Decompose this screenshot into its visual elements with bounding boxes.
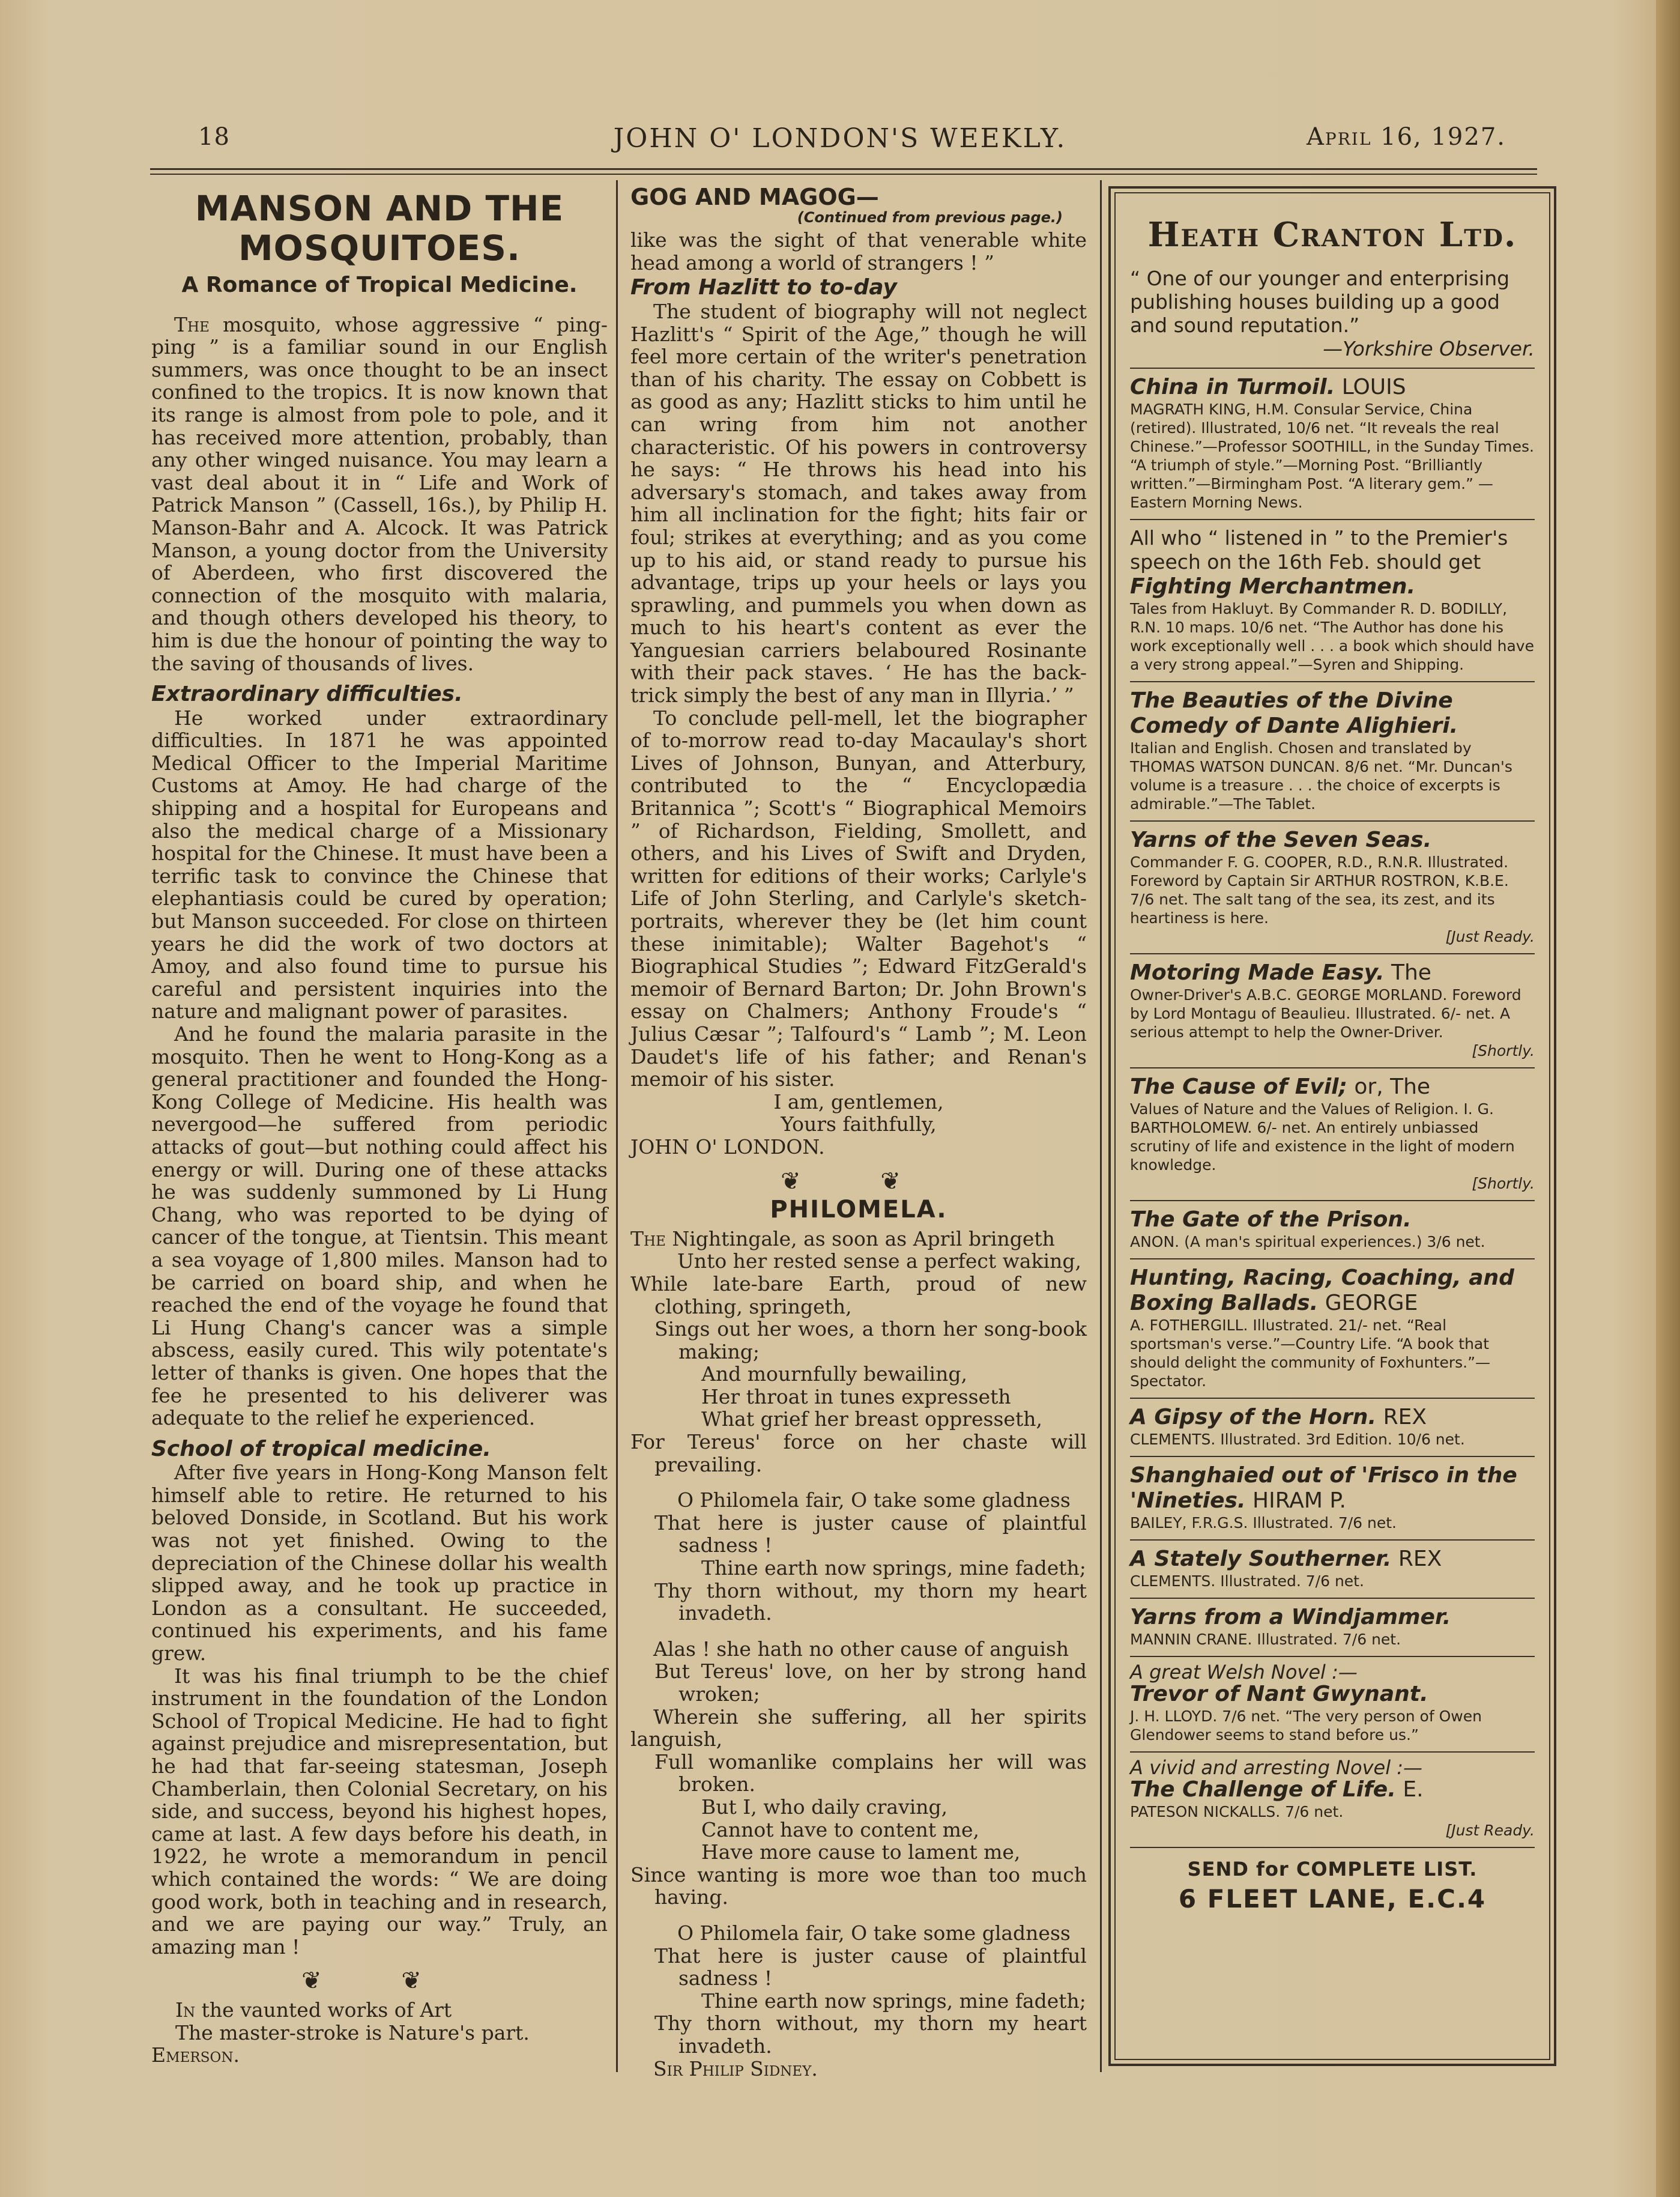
poem-line: For Tereus' force on her chaste will prevailing. [630,1430,1087,1476]
paragraph: It was his final triumph to be the chief instrument in the foundation of the London School of Tropical Medicine. He had to fight against prejudice and misrepresentation, but he had that far-seeing statesman, Joseph Chamberlain, then Colonial Secretary, on his side, and success, beyond his highest hopes, came at last. A few days before his death, in 1922, he wrote a memorandum in pencil which contained the words: “ We are doing good work, both in teaching and in research, and we are paying our way.” Truly, an amazing man ! [151,1664,608,1959]
poem-line: Thine earth now springs, mine fadeth; [701,1989,1086,2013]
letter-closing: Yours faithfully, [781,1112,937,1136]
book-title: The Cause of Evil; [1130,1074,1347,1099]
poem-line: Alas ! she hath no other cause of anguish [653,1637,1069,1661]
header-rule-bottom [150,174,1537,175]
poem-line: The Nightingale, as soon as April bringeth [630,1226,1055,1250]
poem-line: Thine earth now springs, mine fadeth; [701,1556,1086,1580]
book-author: GEORGE [1318,1291,1418,1315]
paragraph: He worked under extraordinary difficulties. In 1871 he was appointed Medical Officer to the Imperial Maritime Customs at Amoy. He had charge of the shipping and a hospital for Europeans and also the medical charge of a Missionary hospital for the Chinese. It must have been a terrific task to convince the Chinese that elephantiasis could be cured by operation; but Manson succeeded. For close on thirteen years he did the work of two doctors at Amoy, and also found time to pursue his careful and persistent inquiries into the nature and malignant power of parasites. [151,706,608,1023]
book-title: The Gate of the Prison. [1130,1207,1412,1232]
poem-line: Sings out her woes, a thorn her song-book making; [654,1317,1087,1363]
book-author: LOUIS [1335,375,1406,399]
book-description: Italian and English. Chosen and translated by THOMAS WATSON DUNCAN. 8/6 net. “Mr. Duncan's volume is a treasure . . . the choice of excerpts is admirable.”—The Tablet. [1130,739,1512,813]
book-entry [1130,1200,1535,1258]
book-description: CLEMENTS. Illustrated. 3rd Edition. 10/6 net. [1130,1431,1465,1448]
quote-line: In the vaunted works of Art [175,1998,452,2022]
publisher-name: Heath Cranton Ltd. [1147,215,1517,255]
poem-line: Thy thorn without, my thorn my heart invadeth. [654,2011,1087,2058]
quote-line: The master-stroke is Nature's part. [175,2020,530,2044]
book-intro: All who “ listened in ” to the Premier's speech on the 16th Feb. should get [1130,526,1508,574]
book-description: Commander F. G. COOPER, R.D., R.N.R. Illustrated. Foreword by Captain Sir ARTHUR ROSTRON, K.B.E. 7/6 net. The salt tang of the sea, its zest, and its heartiness is here. [1130,853,1509,927]
issue-date: April 16, 1927. [1306,123,1506,151]
publisher-advertisement [1108,186,1556,2066]
poem-line: But I, who daily craving, [701,1795,948,1819]
poem-line: While late-bare Earth, proud of new clothing, springeth, [630,1271,1087,1318]
availability-note: [Shortly. [1472,1042,1535,1059]
poem-line: Since wanting is more woe than too much having. [630,1862,1087,1909]
poem-line: Wherein she suffering, all her spirits languish, [630,1705,1087,1751]
book-entry [1130,519,1535,681]
book-entry [1130,1258,1535,1398]
book-title: Trevor of Nant Gwynant. [1130,1682,1428,1706]
page-spine-shadow [1656,0,1680,2197]
book-title: The Challenge of Life. [1130,1777,1396,1802]
book-list [1130,368,1535,1847]
book-author: HIRAM P. [1245,1488,1346,1513]
fleuron-ornament: ❦ ❦ [781,1167,937,1195]
poem-line: But Tereus' love, on her by strong hand wroken; [654,1659,1087,1706]
article-manson [151,186,608,2067]
book-title: A Stately Southerner. [1130,1547,1392,1571]
paragraph: To conclude pell-mell, let the biographer of to-morrow read to-day Macaulay's short Lives of Johnson, Bunyan, and Atterbury, contributed to the “ Encyclopædia Britannica ”; Scott's “ Biographical Memoirs ” of Richardson, Fielding, Smollett, and others, and his Lives of Swift and Dryden, written for editions of their works; Carlyle's Life of John Sterling, and Carlyle's sketch-portraits, wherever they be (let him count these inimitable); Walter Bagehot's “ Biographical Studies ”; Edward FitzGerald's memoir of Bernard Barton; Dr. John Brown's essay on Chalmers; Anthony Froude's “ Julius Cæsar ”; Talfourd's “ Lamb ”; M. Leon Daudet's life of his father; and Renan's memoir of his sister. [630,706,1087,1091]
book-entry [1130,1067,1535,1200]
publisher-quote: “ One of our younger and enterprising publishing houses building up a good and sound reputation.” [1130,267,1510,337]
publisher-address: 6 FLEET LANE, E.C.4 [1178,1884,1487,1914]
book-description: J. H. LLOYD. 7/6 net. “The very person of Owen Glendower seems to stand before us.” [1130,1708,1482,1744]
poem-line: What grief her breast oppresseth, [701,1407,1042,1431]
column-divider-2 [1100,180,1102,2072]
letter-closing: I am, gentlemen, [773,1089,944,1114]
book-entry [1130,1656,1535,1751]
send-for-list: SEND for COMPLETE LIST. [1187,1858,1478,1880]
book-title: The Beauties of the Divine Comedy of Dante Alighieri. [1130,688,1458,738]
poem-stanza [630,1489,1087,1625]
book-entry [1130,368,1535,519]
quote-source: —Yorkshire Observer. [1323,337,1535,360]
book-author: REX [1376,1405,1427,1429]
poem-title: PHILOMELA. [770,1196,947,1224]
article-title: GOG AND MAGOG— [630,184,879,210]
column-divider-1 [616,180,618,2072]
book-description: Values of Nature and the Values of Religion. I. G. BARTHOLOMEW. 6/- net. An entirely unbiassed scrutiny of life and existence in the light of modern knowledge. [1130,1100,1515,1174]
poem-line: O Philomela fair, O take some gladness [677,1921,1071,1945]
section-heading: School of tropical medicine. [151,1436,491,1461]
poem-stanza [630,1228,1087,1476]
book-title: Motoring Made Easy. [1130,960,1385,985]
poem-stanza [630,1922,1087,2058]
book-description: Tales from Hakluyt. By Commander R. D. BODILLY, R.N. 10 maps. 10/6 net. “The Author has done his work exceptionally well . . . a book which should have a very strong appeal.”—Syren and Shipping. [1130,600,1534,673]
poem-author: Sir Philip Sidney. [653,2056,818,2080]
book-description: ANON. (A man's spiritual experiences.) 3/6 net. [1130,1233,1485,1250]
book-description: CLEMENTS. Illustrated. 7/6 net. [1130,1572,1364,1590]
poem-line: O Philomela fair, O take some gladness [677,1488,1071,1512]
book-title: Yarns of the Seven Seas. [1130,828,1432,852]
page-number: 18 [198,123,230,151]
article-title: MANSON AND THE MOSQUITOES. [195,188,564,268]
fleuron-ornament: ❦ ❦ [301,1967,458,1995]
article-subtitle: A Romance of Tropical Medicine. [181,273,578,297]
header-rule-top [150,168,1537,170]
book-entry [1130,681,1535,820]
letter-signature: JOHN O' LONDON. [630,1135,825,1159]
novel-banner: A great Welsh Novel :— [1130,1661,1358,1683]
book-description: BAILEY, F.R.G.S. Illustrated. 7/6 net. [1130,1514,1397,1532]
book-description: MAGRATH KING, H.M. Consular Service, China (retired). Illustrated, 10/6 net. “It reveals the real Chinese.”—Professor SOOTHILL, in the Sunday Times. “A triumph of style.”—Morning Post. “Brilliantly written.”—Birmingham Post. “A literary gem.” —Eastern Morning News. [1130,401,1534,511]
paragraph: After five years in Hong-Kong Manson felt himself able to retire. He returned to his beloved Donside, in Scotland. But his work was not yet finished. Owing to the depreciation of the Chinese dollar his wealth slipped away, and he took up practice in London as a consultant. He succeeded, continued his experiments, and his fame grew. [151,1461,608,1665]
paragraph: The mosquito, whose aggressive “ ping-ping ” is a familiar sound in our English summers, was once thought to be an insect confined to the tropics. It is now known that its range is almost from pole to pole, and it has received more attention, probably, than any other winged nuisance. You may learn a vast deal about it in “ Life and Work of Patrick Manson ” (Cassell, 16s.), by Philip H. Manson-Bahr and A. Alcock. It was Patrick Manson, a young doctor from the University of Aberdeen, who first discovered the connection of the mosquito with malaria, and though others developed his theory, to him is due the honour of pointing the way to the saving of thousands of lives. [151,312,608,675]
book-title: Yarns from a Windjammer. [1130,1605,1451,1629]
poem-philomela [630,1228,1087,2080]
book-entry [1130,953,1535,1067]
section-heading: Extraordinary difficulties. [151,682,463,707]
advertisement-inner-frame [1114,192,1550,2060]
book-title: Hunting, Racing, Coaching, and Boxing Ballads. [1130,1265,1514,1315]
divider [1130,1847,1535,1848]
book-author: E. [1395,1777,1424,1802]
poem-line: That here is juster cause of plaintful sadness ! [654,1944,1087,1990]
book-description: MANNIN CRANE. Illustrated. 7/6 net. [1130,1631,1401,1648]
availability-note: [Shortly. [1472,1175,1535,1192]
book-entry [1130,1539,1535,1598]
article-gog-magog [630,186,1087,2080]
book-author: REX [1391,1547,1442,1571]
continued-note: (Continued from previous page.) [797,208,1063,226]
book-entry [1130,1456,1535,1539]
book-description: A. FOTHERGILL. Illustrated. 21/- net. “Real sportsman's verse.”—Country Life. “A book that should delight the community of Foxhunters.”—Spectator. [1130,1317,1491,1390]
poem-line: And mournfully bewailing, [701,1362,967,1386]
paragraph: The student of biography will not neglect Hazlitt's “ Spirit of the Age,” though he will feel more certain of the writer's penetration than of his charity. The essay on Cobbett is as good as any; Hazlitt sticks to him until he can wring from him not another characteristic. Of his powers in controversy he says: “ He throws his head into his adversary's stomach, and takes away from him all inclination for the fight; hits fair or foul; strikes at everything; and as you come up to his aid, or stand ready to pursue his advantage, trips up your heels or lays you sprawling, and pummels you when down as much to his heart's content as ever the Yanguesian carriers belaboured Rosinante with their pack staves. ‘ He has the back-trick simply the best of any man in Illyria.’ ” [630,299,1087,708]
poem-line: Unto her rested sense a perfect waking, [677,1249,1081,1273]
book-description: PATESON NICKALLS. 7/6 net. [1130,1803,1344,1820]
poem-line: That here is juster cause of plaintful sadness ! [654,1511,1087,1557]
book-author: The [1384,960,1431,985]
poem-line: Cannot have to content me, [701,1817,979,1841]
book-entry [1130,820,1535,953]
masthead: JOHN O' LONDON'S WEEKLY. [613,123,1067,154]
book-title: Fighting Merchantmen. [1130,574,1416,599]
poem-line: Have more cause to lament me, [701,1840,1021,1864]
book-entry [1130,1398,1535,1456]
book-description: Owner-Driver's A.B.C. GEORGE MORLAND. Foreword by Lord Montagu of Beaulieu. Illustrated. 6/- net. A serious attempt to help the Owner-Driver. [1130,986,1521,1041]
book-title: Shanghaied out of 'Frisco in the 'Nineties. [1130,1463,1517,1513]
section-heading: From Hazlitt to to-day [630,275,897,300]
book-author: or, The [1347,1074,1431,1099]
poem-line: Thy thorn without, my thorn my heart invadeth. [654,1578,1087,1625]
availability-note: [Just Ready. [1445,1822,1535,1839]
poem-line: Full womanlike complains her will was broken. [654,1750,1087,1796]
paragraph: And he found the malaria parasite in the mosquito. Then he went to Hong-Kong as a general practitioner and founded the Hong-Kong College of Medicine. His health was nevergood—he suffered from periodic attacks of gout—but nothing could affect his energy or will. During one of these attacks he was suddenly summoned by Li Hung Chang, who was reported to be dying of cancer of the tongue, at Tientsin. This meant a sea voyage of 1,800 miles. Manson had to be carried on board ship, and when he reached the end of the voyage he found that Li Hung Chang's cancer was a simple abscess, easily cured. This wily potentate's letter of thanks is given. One hopes that the fee he presented to his deliverer was adequate to the relief he experienced. [151,1022,608,1430]
paragraph: like was the sight of that venerable white head among a world of strangers ! ” [630,228,1087,274]
book-title: China in Turmoil. [1130,375,1335,399]
poem-stanza [630,1638,1087,1909]
book-entry [1130,1598,1535,1656]
quote-author: Emerson. [151,2043,240,2067]
availability-note: [Just Ready. [1445,928,1535,945]
book-title: A Gipsy of the Horn. [1130,1405,1377,1429]
poem-line: Her throat in tunes expresseth [701,1384,1011,1408]
book-entry [1130,1751,1535,1847]
novel-banner: A vivid and arresting Novel :— [1130,1756,1423,1779]
